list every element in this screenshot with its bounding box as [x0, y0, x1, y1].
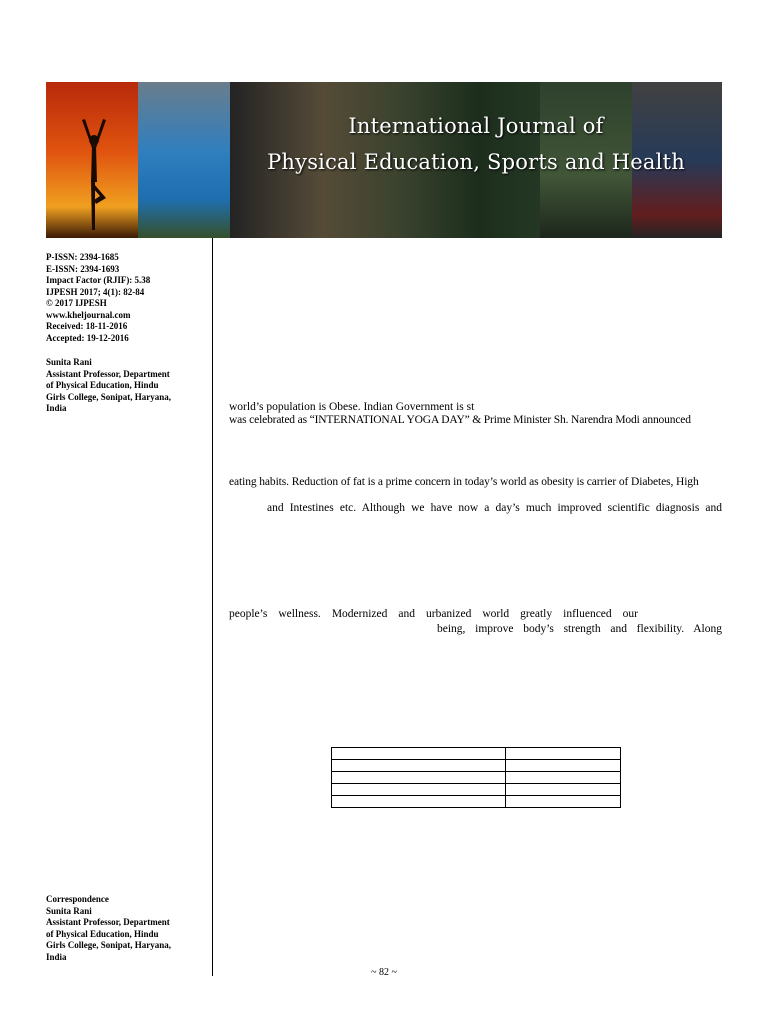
correspondence-affiliation-line: Girls College, Sonipat, Haryana,: [46, 940, 172, 950]
yoga-pose-icon: [76, 112, 112, 232]
author-affiliation-line: of Physical Education, Hindu: [46, 380, 159, 390]
correspondence-affiliation-line: Assistant Professor, Department: [46, 917, 170, 927]
p-issn: P-ISSN: 2394-1685: [46, 252, 119, 262]
accepted-date: Accepted: 19-12-2016: [46, 332, 129, 343]
body-text-fragment: being, improve body’s strength and flexibility. Along: [437, 623, 722, 635]
copyright: © 2017 IJPESH: [46, 298, 107, 308]
journal-title-line-2: Physical Education, Sports and Health: [267, 150, 685, 174]
body-text-fragment: and Intestines etc. Although we have now a day’s much improved scientific diagnosis and: [267, 502, 722, 514]
table-row: [332, 796, 621, 808]
correspondence-affiliation-line: India: [46, 951, 67, 962]
yoga-silhouette-image: [46, 82, 138, 238]
body-text-fragment: eating habits. Reduction of fat is a prime concern in today’s world as obesity is carrier of Diabetes, High: [229, 476, 699, 488]
correspondence-affiliation-line: of Physical Education, Hindu: [46, 928, 159, 939]
body-text-fragment: was celebrated as “INTERNATIONAL YOGA DAY” & Prime Minister Sh. Narendra Modi announced: [229, 414, 691, 426]
correspondence-name: Sunita Rani: [46, 905, 92, 916]
impact-factor: Impact Factor (RJIF): 5.38: [46, 275, 151, 285]
received-date: Received: 18-11-2016: [46, 321, 128, 331]
author-affiliation-line: Girls College, Sonipat, Haryana,: [46, 391, 172, 402]
table-row: [332, 760, 621, 772]
author-name: Sunita Rani: [46, 357, 92, 367]
page-number: ~ 82 ~: [371, 967, 397, 978]
body-text-fragment: people’s wellness. Modernized and urbanized world greatly influenced our: [229, 608, 638, 620]
body-text-fragment: world’s population is Obese. Indian Government is st: [229, 401, 475, 413]
author-info: [46, 357, 206, 415]
table-row: [332, 784, 621, 796]
e-issn: E-ISSN: 2394-1693: [46, 263, 120, 274]
column-divider: [212, 238, 213, 976]
correspondence-info: [46, 894, 206, 963]
volume-info: IJPESH 2017; 4(1): 82-84: [46, 286, 145, 297]
correspondence-heading: Correspondence: [46, 894, 109, 904]
table-row: [332, 772, 621, 784]
table-row: [332, 748, 621, 760]
journal-title-line-1: International Journal of: [348, 114, 604, 138]
journal-website: www.kheljournal.com: [46, 309, 131, 320]
author-affiliation-line: India: [46, 403, 67, 413]
article-metadata: [46, 252, 206, 344]
author-affiliation-line: Assistant Professor, Department: [46, 368, 170, 379]
journal-banner: [46, 82, 722, 238]
cricket-celebration-image: [138, 82, 230, 238]
data-table: [331, 747, 621, 808]
